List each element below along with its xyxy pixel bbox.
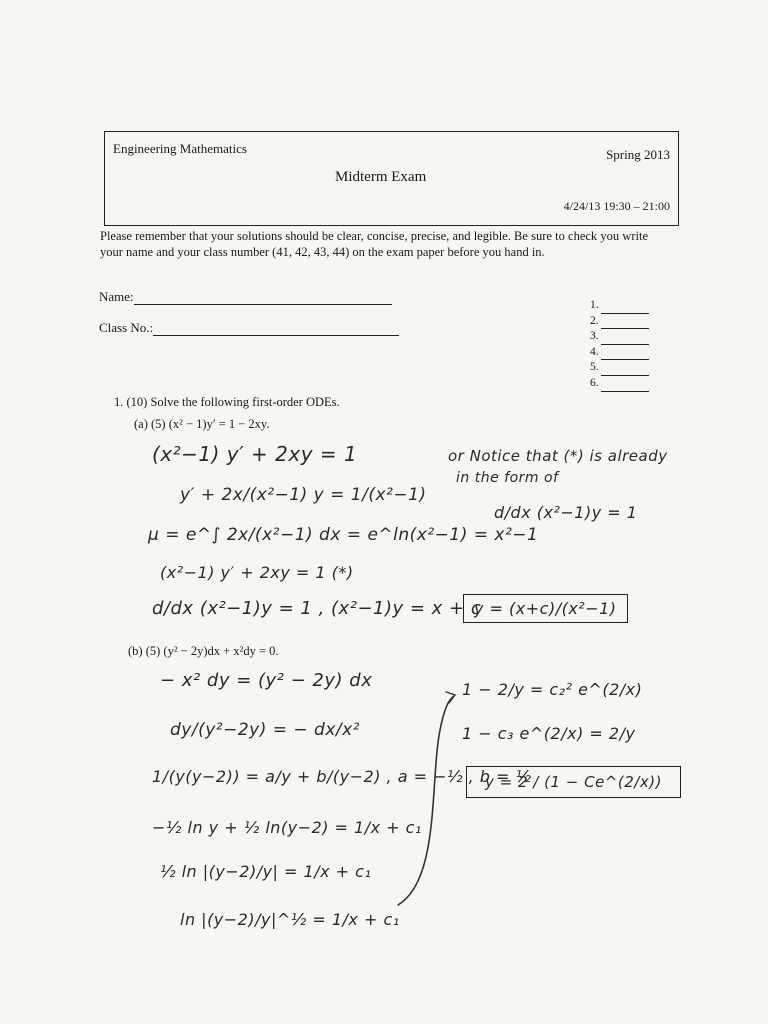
- exam-title: Midterm Exam: [335, 169, 427, 185]
- question-1-prompt: 1. (10) Solve the following first-order ODEs.: [114, 395, 340, 409]
- hw-b-line-4: −½ ln y + ½ ln(y−2) = 1/x + c₁: [152, 818, 422, 837]
- score-row[interactable]: 4.: [590, 345, 649, 361]
- name-label: Name:: [99, 289, 134, 304]
- hw-b-line-5: ½ ln |(y−2)/y| = 1/x + c₁: [160, 862, 372, 881]
- hw-b-answer-box: y = 2 / (1 − Ce^(2/x)): [466, 766, 681, 798]
- hw-a-line-1: (x²−1) y′ + 2xy = 1: [152, 442, 358, 466]
- hw-b-line-3: 1/(y(y−2)) = a/y + b/(y−2) , a = −½ , b = ½: [152, 767, 532, 786]
- hw-a-note-1: or Notice that (*) is already: [448, 447, 668, 465]
- hw-a-answer-box: y = (x+c)/(x²−1): [463, 594, 628, 623]
- hw-b-line-6: ln |(y−2)/y|^½ = 1/x + c₁: [180, 910, 400, 929]
- class-label: Class No.:: [99, 320, 154, 335]
- score-row[interactable]: 1.: [590, 298, 649, 314]
- score-row[interactable]: 6.: [590, 376, 649, 392]
- instructions-text: Please remember that your solutions should be clear, concise, precise, and legible. Be sure to check you write your name and your class number (41, 42, 43, 44) on the exam paper before you hand in.: [100, 229, 648, 259]
- hw-a-line-5: d/dx (x²−1)y = 1 , (x²−1)y = x + c: [152, 598, 482, 619]
- exam-term: Spring 2013: [606, 147, 670, 162]
- course-name: Engineering Mathematics: [113, 141, 247, 156]
- score-row[interactable]: 3.: [590, 329, 649, 345]
- hw-b-line-2: dy/(y²−2y) = − dx/x²: [170, 720, 360, 740]
- score-row[interactable]: 5.: [590, 360, 649, 376]
- hw-b-line-1: − x² dy = (y² − 2y) dx: [160, 670, 373, 691]
- hw-a-line-4: (x²−1) y′ + 2xy = 1 (*): [160, 563, 354, 582]
- hw-a-note-3: d/dx (x²−1)y = 1: [494, 503, 638, 522]
- hw-a-line-3: μ = e^∫ 2x/(x²−1) dx = e^ln(x²−1) = x²−1: [148, 525, 539, 545]
- question-1b-prompt: (b) (5) (y² − 2y)dx + x²dy = 0.: [128, 644, 279, 658]
- hw-a-line-2: y′ + 2x/(x²−1) y = 1/(x²−1): [180, 485, 427, 505]
- exam-datetime: 4/24/13 19:30 – 21:00: [563, 199, 670, 213]
- hw-b-right-1: 1 − 2/y = c₂² e^(2/x): [462, 680, 643, 699]
- hw-b-right-2: 1 − c₃ e^(2/x) = 2/y: [462, 724, 636, 743]
- question-1a-prompt: (a) (5) (x² − 1)y′ = 1 − 2xy.: [134, 417, 270, 431]
- score-row[interactable]: 2.: [590, 314, 649, 330]
- hw-a-note-2: in the form of: [456, 470, 559, 486]
